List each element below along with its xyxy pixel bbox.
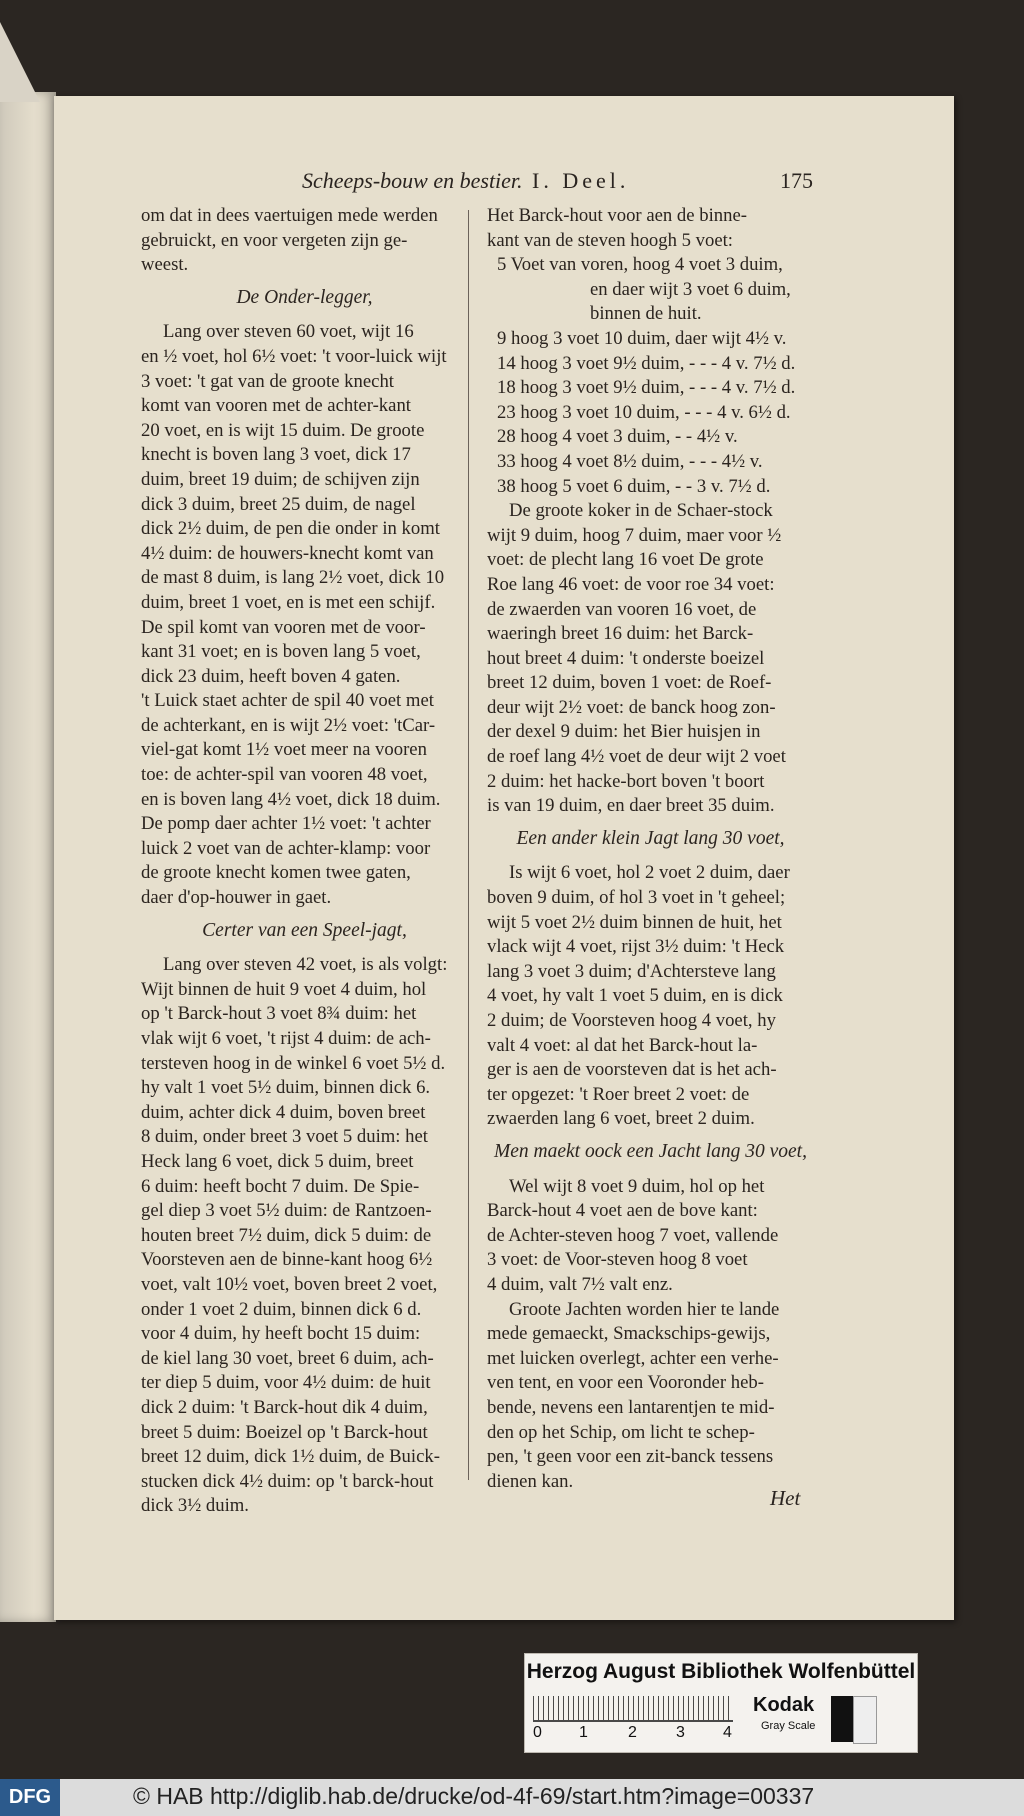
text-line: breet 12 duim, dick 1½ duim, de Buick-	[141, 1446, 440, 1468]
ruler-number: 4	[723, 1724, 732, 1741]
page-corner-fold	[0, 22, 40, 102]
text-line: de achterkant, en is wijt 2½ voet: 'tCar-	[141, 714, 436, 736]
text-line: ger is aen de voorsteven dat is het ach-	[487, 1059, 777, 1081]
text-line: duim, breet 19 duim; de schijven zijn	[141, 468, 420, 490]
text-line: ter diep 5 duim, voor 4½ duim: de huit	[141, 1372, 431, 1394]
text-line: kant 31 voet; en is boven lang 5 voet,	[141, 641, 421, 663]
text-line: dick 2½ duim, de pen die onder in komt	[141, 518, 440, 540]
text-line: duim, achter dick 4 duim, boven breet	[141, 1101, 426, 1123]
paragraph	[487, 1175, 814, 1298]
section-heading: De Onder-legger,	[236, 286, 373, 308]
text-line: vlack wijt 4 voet, rijst 3½ duim: 't Heck	[487, 936, 785, 958]
text-line: gebruickt, en voor vergeten zijn ge-	[141, 229, 408, 251]
dfg-logo: DFG	[0, 1779, 60, 1816]
text-line: de zwaerden van vooren 16 voet, de	[487, 598, 757, 620]
text-line: deur wijt 2½ voet: de banck hoog zon-	[487, 696, 776, 718]
text-line: gel diep 3 voet 5½ duim: de Rantzoen-	[141, 1200, 432, 1222]
text-line: onder 1 voet 2 duim, binnen dick 6 d.	[141, 1298, 422, 1320]
ruler-scale	[533, 1696, 733, 1722]
column-divider	[468, 210, 469, 1480]
text-line: Voorsteven aen de binne-kant hoog 6½	[141, 1249, 433, 1271]
text-line: Heck lang 6 voet, dick 5 duim, breet	[141, 1150, 414, 1172]
intro-paragraph	[141, 204, 468, 278]
text-line: en ½ voet, hol 6½ voet: 't voor-luick wijt	[141, 345, 447, 367]
grayscale-label: Gray Scale	[761, 1720, 816, 1732]
text-line: stucken dick 4½ duim: op 't barck-hout	[141, 1470, 434, 1492]
text-line: Roe lang 46 voet: de voor roe 34 voet:	[487, 573, 775, 595]
text-line: mede gemaeckt, Smackschips-gewijs,	[487, 1323, 771, 1345]
paragraph	[487, 1298, 814, 1495]
text-line: dienen kan.	[487, 1470, 574, 1492]
text-line: de groote knecht komen twee gaten,	[141, 862, 411, 884]
text-line: luick 2 voet van de achter-klamp: voor	[141, 837, 431, 859]
text-line: weest.	[141, 254, 189, 276]
text-line: wijt 5 voet 2½ duim binnen de huit, het	[487, 911, 782, 933]
text-line: viel-gat komt 1½ voet meer na vooren	[141, 739, 427, 761]
text-line: ven tent, en voor een Vooronder heb-	[487, 1372, 764, 1394]
text-line: Barck-hout 4 voet aen de bove kant:	[487, 1200, 758, 1222]
previous-page-edge	[0, 92, 56, 1622]
ruler-number: 3	[676, 1724, 685, 1741]
table-line: 23 hoog 3 voet 10 duim, - - - 4 v. 6½ d.	[497, 401, 791, 423]
text-line: dick 2 duim: 't Barck-hout dik 4 duim,	[141, 1396, 428, 1418]
right-text-column	[487, 204, 814, 1494]
text-line: Wijt binnen de huit 9 voet 4 duim, hol	[141, 978, 427, 1000]
text-line: vlak wijt 6 voet, 't rijst 4 duim: de ach-	[141, 1028, 431, 1049]
paragraph	[487, 861, 814, 1132]
table-line: en daer wijt 3 voet 6 duim,	[590, 278, 791, 300]
color-calibration-card	[524, 1653, 918, 1753]
text-line: dick 3½ duim.	[141, 1495, 249, 1517]
ruler-number: 1	[579, 1724, 588, 1741]
text-line: toe: de achter-spil van vooren 48 voet,	[141, 764, 428, 786]
text-line: hy valt 1 voet 5½ duim, binnen dick 6.	[141, 1077, 431, 1099]
text-line: lang 3 voet 3 duim; d'Achtersteve lang	[487, 960, 776, 982]
text-line: de roef lang 4½ voet de deur wijt 2 voet	[487, 746, 786, 768]
text-line: daer d'op-houwer in gaet.	[141, 887, 332, 909]
text-line: Lang over steven 60 voet, wijt 16	[163, 321, 414, 343]
section-heading: Men maekt oock een Jacht lang 30 voet,	[494, 1140, 807, 1162]
text-line: boven 9 duim, of hol 3 voet in 't geheel;	[487, 887, 786, 909]
text-line: breet 12 duim, boven 1 voet: de Roef-	[487, 672, 772, 694]
copyright-link[interactable]: © HAB http://diglib.hab.de/drucke/od-4f-69/start.htm?image=00337	[133, 1783, 815, 1809]
text-line: Is wijt 6 voet, hol 2 voet 2 duim, daer	[509, 862, 790, 884]
measurement-table	[487, 253, 814, 499]
text-line: de Achter-steven hoog 7 voet, vallende	[487, 1224, 779, 1246]
left-text-column	[141, 204, 468, 1519]
text-line: komt van vooren met de achter-kant	[141, 395, 411, 417]
text-line: 4 duim, valt 7½ valt enz.	[487, 1273, 673, 1295]
ruler-number: 0	[533, 1724, 542, 1741]
paragraph	[141, 953, 468, 1519]
text-line: 't Luick staet achter de spil 40 voet met	[141, 690, 434, 712]
text-line: duim, breet 1 voet, en is met een schijf.	[141, 591, 436, 613]
text-line: om dat in dees vaertuigen mede werden	[141, 205, 438, 226]
table-line: 14 hoog 3 voet 9½ duim, - - - 4 v. 7½ d.	[497, 352, 796, 374]
text-line: 6 duim: heeft bocht 7 duim. De Spie-	[141, 1175, 420, 1197]
section-heading: Certer van een Speel-jagt,	[202, 919, 407, 941]
text-line: dick 23 duim, heeft boven 4 gaten.	[141, 665, 401, 687]
text-line: Wel wijt 8 voet 9 duim, hol op het	[509, 1175, 765, 1197]
table-line: 18 hoog 3 voet 9½ duim, - - - 4 v. 7½ d.	[497, 377, 796, 399]
library-name: Herzog August Bibliothek Wolfenbüttel	[526, 1660, 916, 1683]
text-line: en is boven lang 4½ voet, dick 18 duim.	[141, 788, 441, 810]
text-line: knecht is boven lang 3 voet, dick 17	[141, 444, 411, 466]
text-line: 20 voet, en is wijt 15 duim. De groote	[141, 419, 425, 441]
text-line: Lang over steven 42 voet, is als volgt:	[163, 954, 448, 976]
paragraph	[487, 499, 814, 819]
text-line: ter opgezet: 't Roer breet 2 voet: de	[487, 1083, 750, 1105]
text-line: 3 voet: 't gat van de groote knecht	[141, 370, 394, 392]
gray-patch	[831, 1696, 853, 1742]
intro-paragraph	[487, 204, 814, 253]
table-line: 9 hoog 3 voet 10 duim, daer wijt 4½ v.	[497, 327, 787, 349]
text-line: houten breet 7½ duim, dick 5 duim: de	[141, 1224, 432, 1246]
text-line: De groote koker in de Schaer-stock	[509, 500, 773, 522]
running-title: Scheeps-bouw en bestier.	[302, 168, 523, 193]
text-line: hout breet 4 duim: 't onderste boeizel	[487, 647, 765, 669]
text-line: voor 4 duim, hy heeft bocht 15 duim:	[141, 1323, 421, 1345]
table-line: 5 Voet van voren, hoog 4 voet 3 duim,	[497, 254, 783, 276]
text-line: De spil komt van vooren met de voor-	[141, 616, 426, 638]
text-line: dick 3 duim, breet 25 duim, de nagel	[141, 493, 416, 515]
page-number: 175	[780, 168, 813, 193]
table-line: 33 hoog 4 voet 8½ duim, - - - 4½ v.	[497, 450, 763, 472]
paragraph	[141, 320, 468, 910]
text-line: 2 duim: het hacke-bort boven 't boort	[487, 770, 765, 792]
gray-patch	[853, 1696, 877, 1744]
footer-bar	[0, 1779, 1024, 1816]
text-line: voet, valt 10½ voet, boven breet 2 voet,	[141, 1273, 438, 1295]
text-line: op 't Barck-hout 3 voet 8¾ duim: het	[141, 1003, 417, 1025]
text-line: den op het Schip, om licht te schep-	[487, 1421, 755, 1443]
table-line: 38 hoog 5 voet 6 duim, - - 3 v. 7½ d.	[497, 475, 771, 497]
text-line: der dexel 9 duim: het Bier huisjen in	[487, 721, 761, 743]
text-line: valt 4 voet: al dat het Barck-hout la-	[487, 1034, 758, 1056]
text-line: breet 5 duim: Boeizel op 't Barck-hout	[141, 1421, 428, 1443]
text-line: kant van de steven hoogh 5 voet:	[487, 229, 733, 251]
text-line: de kiel lang 30 voet, breet 6 duim, ach-	[141, 1347, 434, 1369]
text-line: voet: de plecht lang 16 voet De grote	[487, 549, 764, 571]
table-line: 28 hoog 4 voet 3 duim, - - 4½ v.	[497, 426, 738, 448]
text-line: wijt 9 duim, hoog 7 duim, maer voor ½	[487, 524, 782, 546]
ruler-number: 2	[628, 1724, 637, 1741]
text-line: met luicken overlegt, achter een verhe-	[487, 1347, 779, 1369]
kodak-logo: Kodak	[753, 1694, 815, 1716]
text-line: Groote Jachten worden hier te lande	[509, 1298, 780, 1320]
table-line: binnen de huit.	[590, 303, 702, 325]
text-line: 3 voet: de Voor-steven hoog 8 voet	[487, 1249, 748, 1271]
text-line: de mast 8 duim, is lang 2½ voet, dick 10	[141, 567, 445, 589]
text-line: pen, 't geen voor een zit-banck tessens	[487, 1446, 774, 1468]
text-line: tersteven hoog in de winkel 6 voet 5½ d.	[141, 1052, 446, 1074]
text-line: is van 19 duim, en daer breet 35 duim.	[487, 795, 775, 817]
text-line: Het Barck-hout voor aen de binne-	[487, 205, 747, 226]
text-line: 2 duim; de Voorsteven hoog 4 voet, hy	[487, 1010, 776, 1031]
text-line: zwaerden lang 6 voet, breet 2 duim.	[487, 1108, 755, 1130]
catchword: Het	[770, 1486, 801, 1510]
text-line: 4 voet, hy valt 1 voet 5 duim, en is dick	[487, 985, 783, 1007]
text-line: waeringh breet 16 duim: het Barck-	[487, 623, 754, 645]
text-line: De pomp daer achter 1½ voet: 't achter	[141, 813, 431, 835]
text-line: 8 duim, onder breet 3 voet 5 duim: het	[141, 1126, 429, 1148]
section-heading: Een ander klein Jagt lang 30 voet,	[516, 827, 785, 849]
part-label: I. Deel.	[532, 168, 630, 193]
text-line: bende, nevens een lantarentjen te mid-	[487, 1396, 775, 1418]
text-line: 4½ duim: de houwers-knecht komt van	[141, 542, 434, 564]
